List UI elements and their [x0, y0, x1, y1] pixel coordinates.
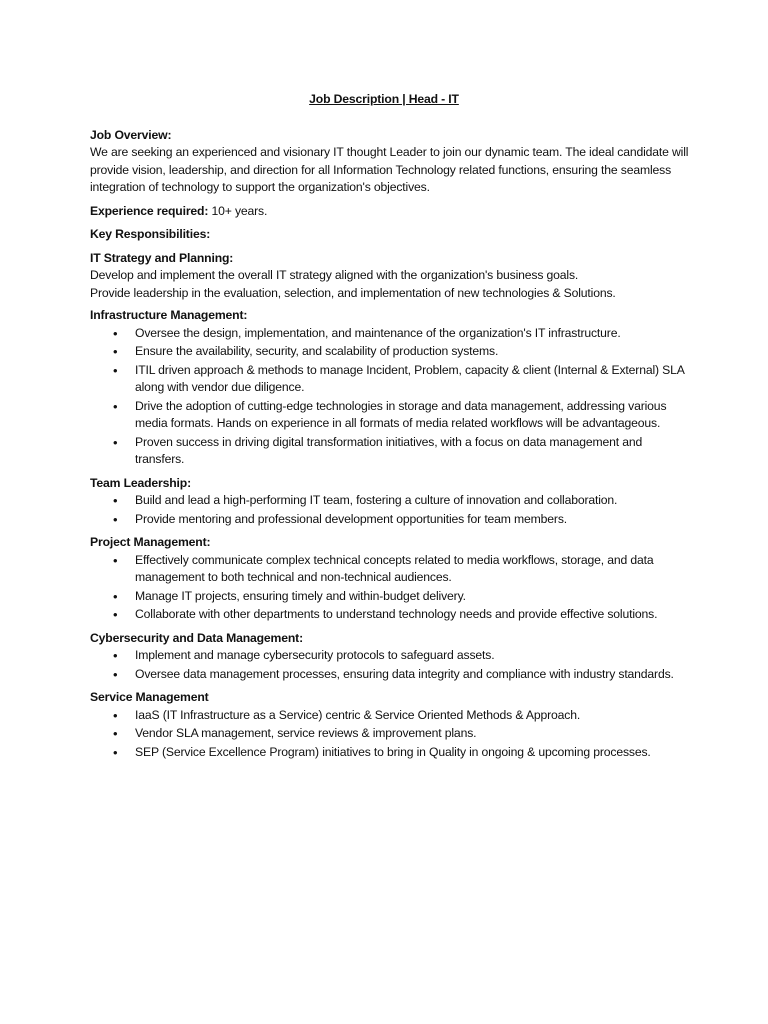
experience-required: [90, 203, 690, 221]
service-management-section: [90, 689, 690, 761]
cybersecurity-list: [90, 647, 690, 683]
list-item: • SEP (Service Excellence Program) initiatives to bring in Quality in ongoing & upcoming processes.: [90, 744, 690, 762]
team-leadership-section: [90, 475, 690, 529]
infrastructure-section: [90, 307, 690, 469]
list-item: • Provide mentoring and professional development opportunities for team members.: [90, 511, 690, 529]
infrastructure-heading: Infrastructure Management:: [90, 308, 248, 322]
project-management-list: [90, 552, 690, 624]
infrastructure-list: [90, 325, 690, 469]
list-item: • IaaS (IT Infrastructure as a Service) centric & Service Oriented Methods & Approach.: [90, 707, 690, 725]
project-management-heading: Project Management:: [90, 535, 211, 549]
list-item: • Oversee data management processes, ensuring data integrity and compliance with industry standards.: [90, 666, 690, 684]
experience-value: 10+ years.: [208, 203, 268, 218]
list-item: • ITIL driven approach & methods to manage Incident, Problem, capacity & client (Internal & External) SLA along with vendor due diligence.: [90, 362, 690, 397]
it-strategy-section: [90, 250, 690, 303]
service-management-list: [90, 707, 690, 762]
strategy-line: Provide leadership in the evaluation, selection, and implementation of new technologies & Solutions.: [90, 285, 616, 300]
project-management-section: [90, 534, 690, 624]
list-item: • Drive the adoption of cutting-edge technologies in storage and data management, addressing various media formats. Hands on experience in all formats of media related workflows will be advantageous.: [90, 398, 690, 433]
list-item: • Oversee the design, implementation, and maintenance of the organization's IT infrastructure.: [90, 325, 690, 343]
list-item: • Collaborate with other departments to understand technology needs and provide effective solutions.: [90, 606, 690, 624]
list-item: • Manage IT projects, ensuring timely and within-budget delivery.: [90, 588, 690, 606]
service-management-heading: Service Management: [90, 690, 209, 704]
it-strategy-heading: IT Strategy and Planning:: [90, 250, 234, 265]
list-item: • Ensure the availability, security, and scalability of production systems.: [90, 343, 690, 361]
list-item: • Proven success in driving digital transformation initiatives, with a focus on data management and transfers.: [90, 434, 690, 469]
key-responsibilities-heading: Key Responsibilities:: [90, 227, 211, 241]
list-item: • Build and lead a high-performing IT team, fostering a culture of innovation and collaboration.: [90, 492, 690, 510]
experience-label: Experience required:: [90, 203, 209, 218]
job-overview-text: We are seeking an experienced and visionary IT thought Leader to join our dynamic team. The ideal candidate will provide vision, leadership, and direction for all Information Technology related functions, ensuring the seamless integration of technology to support the organization's objectives.: [90, 145, 689, 194]
job-overview-section: [90, 127, 690, 197]
team-leadership-list: [90, 492, 690, 528]
list-item: • Effectively communicate complex technical concepts related to media workflows, storage, and data management to both technical and non-technical audiences.: [90, 552, 690, 587]
job-description-page: [90, 91, 690, 762]
strategy-line: Develop and implement the overall IT strategy aligned with the organization's business goals.: [90, 268, 579, 282]
job-overview-heading: Job Overview:: [90, 127, 172, 142]
document-title: Job Description | Head - IT: [309, 92, 459, 106]
list-item: • Implement and manage cybersecurity protocols to safeguard assets.: [90, 647, 690, 665]
cybersecurity-heading: Cybersecurity and Data Management:: [90, 630, 303, 645]
team-leadership-heading: Team Leadership:: [90, 475, 191, 490]
list-item: • Vendor SLA management, service reviews & improvement plans.: [90, 725, 690, 743]
cybersecurity-section: [90, 630, 690, 684]
